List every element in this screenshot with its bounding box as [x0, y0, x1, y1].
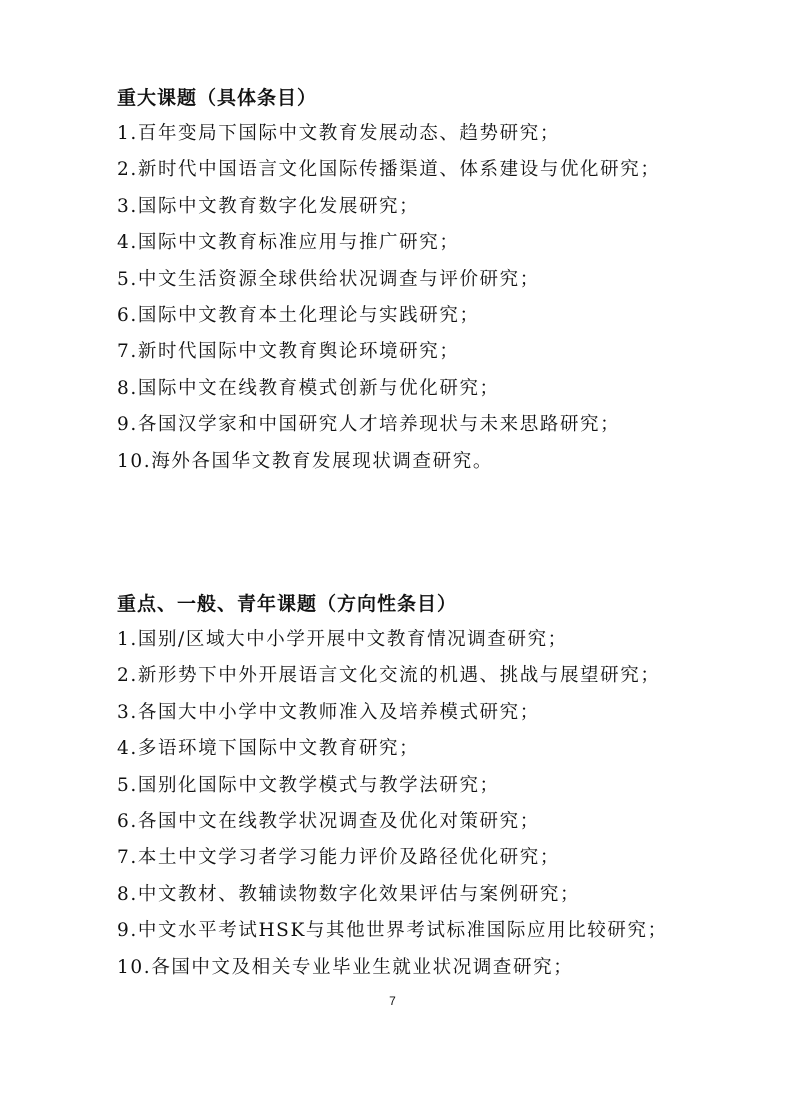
list-item: 10.各国中文及相关专业毕业生就业状况调查研究； [117, 956, 574, 978]
list-item: 5.中文生活资源全球供给状况调查与评价研究； [117, 268, 540, 290]
list-item: 2.新形势下中外开展语言文化交流的机遇、挑战与展望研究； [117, 665, 661, 687]
list-item: 9.各国汉学家和中国研究人才培养现状与未来思路研究； [117, 414, 621, 436]
list-item: 10.海外各国华文教育发展现状调查研究。 [117, 450, 493, 472]
list-item: 5.国别化国际中文教学模式与教学法研究； [117, 774, 500, 796]
list-item: 3.各国大中小学中文教师准入及培养模式研究； [117, 701, 540, 723]
list-item: 4.多语环境下国际中文教育研究； [117, 738, 420, 760]
list-item: 7.本土中文学习者学习能力评价及路径优化研究； [117, 847, 560, 869]
list-item: 3.国际中文教育数字化发展研究； [117, 195, 420, 217]
list-item: 7.新时代国际中文教育舆论环境研究； [117, 341, 460, 363]
list-item: 8.国际中文在线教育模式创新与优化研究； [117, 377, 500, 399]
section-major-topics [117, 80, 757, 480]
list-item: 9.中文水平考试HSK与其他世界考试标准国际应用比较研究； [117, 920, 668, 942]
list-item: 1.国别/区域大中小学开展中文教育情况调查研究； [117, 629, 568, 650]
list-item: 1.百年变局下国际中文教育发展动态、趋势研究； [117, 123, 560, 144]
list-item: 8.中文教材、教辅读物数字化效果评估与案例研究； [117, 883, 581, 905]
list-item: 6.各国中文在线教学状况调查及优化对策研究； [117, 810, 540, 832]
topic-list-key [117, 622, 757, 986]
list-item: 6.国际中文教育本土化理论与实践研究； [117, 304, 480, 326]
list-item: 2.新时代中国语言文化国际传播渠道、体系建设与优化研究； [117, 159, 661, 181]
list-item: 4.国际中文教育标准应用与推广研究； [117, 232, 460, 254]
section-key-topics [117, 586, 757, 986]
page-number: 7 [389, 994, 396, 1008]
topic-list-major [117, 116, 757, 480]
section-title-key: 重点、一般、青年课题（方向性条目） [117, 593, 458, 615]
section-title-major: 重大课题（具体条目） [117, 87, 318, 109]
